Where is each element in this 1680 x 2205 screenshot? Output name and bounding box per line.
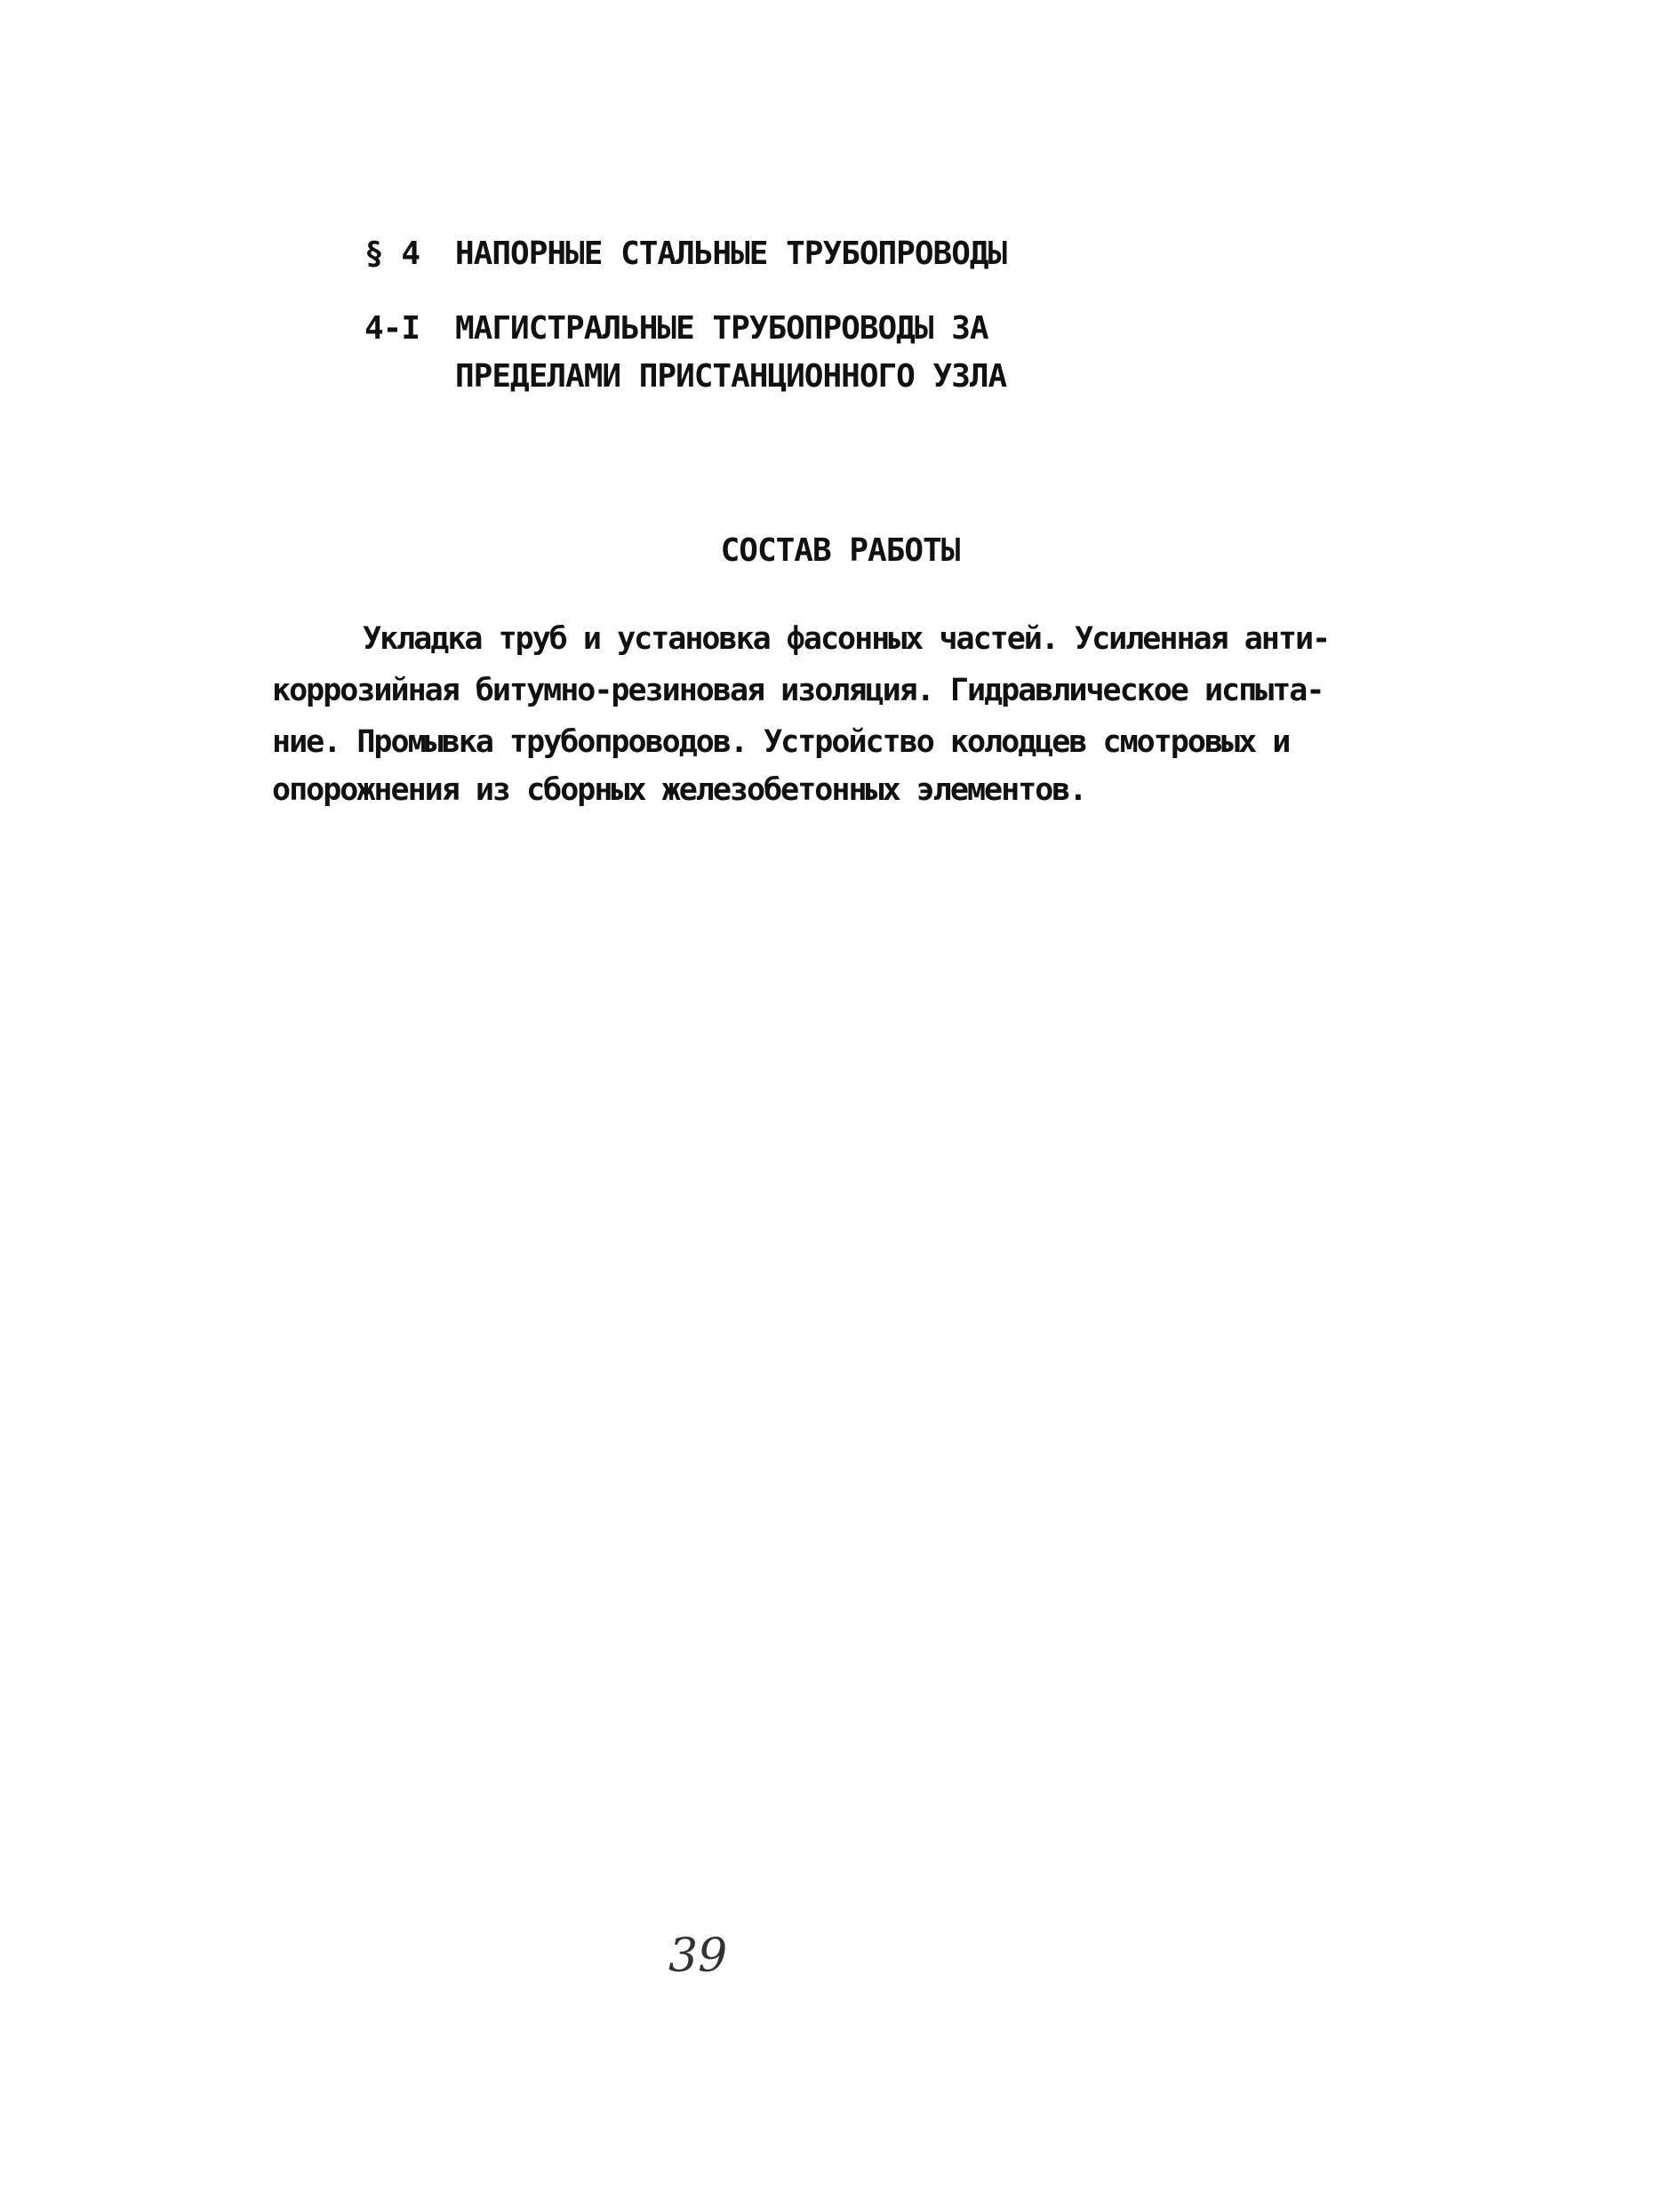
work-composition-title: СОСТАВ РАБОТЫ (720, 532, 960, 569)
paragraph-line: ние. Промывка трубопроводов. Устройство колодцев смотровых и (272, 724, 1290, 760)
page-number: 39 (668, 1929, 728, 1983)
paragraph-line: коррозийная битумно-резиновая изоляция. Гидравлическое испыта- (272, 673, 1324, 708)
section-title: НАПОРНЫЕ СТАЛЬНЫЕ ТРУБОПРОВОДЫ (455, 236, 1007, 272)
subsection-title-line2: ПРЕДЕЛАМИ ПРИСТАНЦИОННОГО УЗЛА (455, 358, 1007, 395)
section-heading (364, 238, 1006, 270)
paragraph-line: опорожнения из сборных железобетонных элементов. (272, 772, 1086, 808)
paragraph-line: Укладка труб и установка фасонных частей. Усиленная анти- (363, 621, 1330, 657)
subsection-number: 4-I (364, 310, 420, 347)
subsection-title-line1: МАГИСТРАЛЬНЫЕ ТРУБОПРОВОДЫ ЗА (455, 310, 988, 347)
subsection-heading (364, 310, 988, 347)
section-number: § 4 (364, 236, 420, 272)
